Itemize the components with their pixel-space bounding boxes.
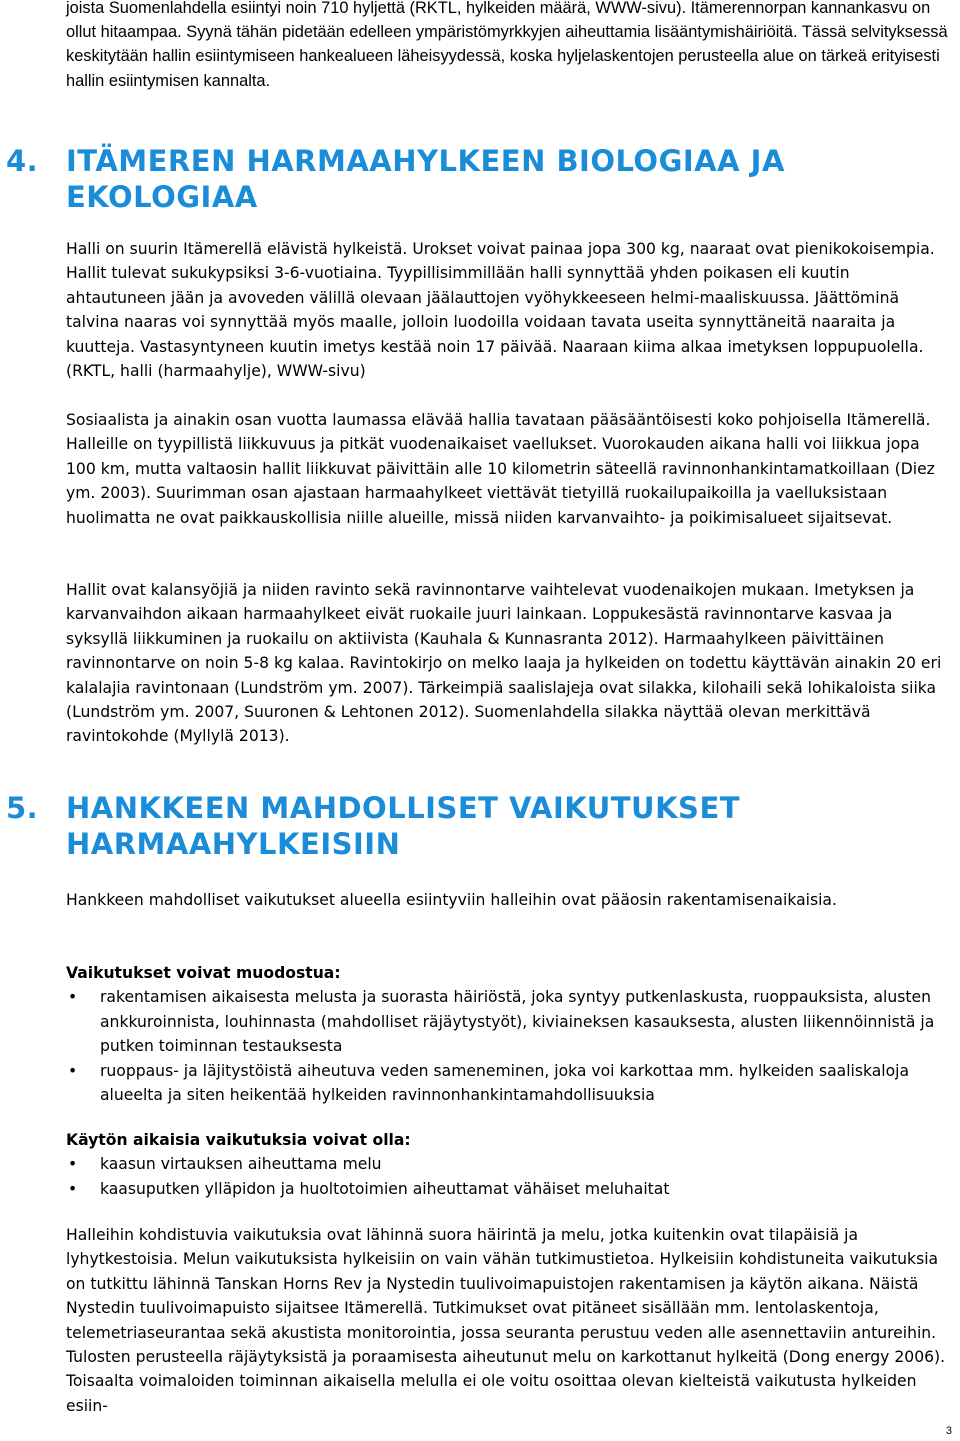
construction-impacts-heading: Vaikutukset voivat muodostua: [66, 964, 341, 982]
bullet-icon: • [68, 1155, 78, 1174]
operation-impacts-heading: Käytön aikaisia vaikutuksia voivat olla: [66, 1131, 411, 1149]
list-item: • kaasuputken ylläpidon ja huoltotoimien aiheuttamat vähäiset meluhaitat [66, 1177, 952, 1201]
section-5-number: 5. [6, 791, 39, 825]
bullet-icon: • [68, 988, 78, 1007]
bullet-icon: • [68, 1179, 78, 1198]
section-5-paragraph-2: Halleihin kohdistuvia vaikutuksia ovat lähinnä suora häirintä ja melu, jotka kuitenkin ovat tilapäisiä ja lyhytkestoisia. Melun vaikutuksista hylkeisiin on vain vähän tutkimustietoa. Hylkeisiin kohdistuneita vaikutuksia on tutkittu lähinnä Tanskan Horns Rev ja Nystedin tuulivoimapuistojen rakentamisen ja käytön aikana. Näistä Nystedin tuulivoimapuisto sijaitsee Itämerellä. Tutkimukset ovat pitäneet sisällään mm. lentolaskentoja, telemetriaseurantaa sekä akustista monitorointia, jossa seuranta perustuu veden alle asennettaviin antureihin. Tulosten perusteella räjäytyksistä ja poraamisesta aiheutunut melu on karkottanut hylkeitä (Dong energy 2006). Toisaalta voimaloiden toiminnan aikaisella melulla ei ole voitu osoittaa olevan kielteistä vaikutusta hylkeiden esiin- [66, 1226, 946, 1415]
section-4-paragraph-2: Sosiaalista ja ainakin osan vuotta laumassa elävää hallia tavataan pääsääntöisesti koko pohjoisella Itämerellä. Halleille on tyypillistä liikkuvuus ja pitkät vuodenaikaiset vaellukset. Vuorokauden aikana halli voi liikkua jopa 100 km, mutta valtaosin hallit liikkuvat päivittäin alle 10 kilometrin säteellä ravinnonhankintamatkoillaan (Diez ym. 2003). Suurimman osan ajastaan harmaahylkeet viettävät tietyillä ruokailupaikoilla ja vaelluksistaan huolimatta ne ovat paikkauskollisia niille alueille, missä niiden karvanvaihto- ja poikimisalueet sijaitsevat. [66, 411, 935, 527]
section-4-title: ITÄMEREN HARMAAHYLKEEN BIOLOGIAA JA EKOLOGIAA [66, 144, 785, 214]
section-4-number: 4. [6, 144, 39, 178]
section-4-paragraph-1: Halli on suurin Itämerellä elävistä hylkeistä. Urokset voivat painaa jopa 300 kg, naaraat ovat pienikokoisempia. Hallit tulevat sukukypsiksi 3-6-vuotiaina. Tyypillisimmillään halli synnyttää yhden poikasen eli kuutin ahtautuneen jään ja avoveden välillä olevaan jäälauttojen vyöhykkeeseen helmi-maaliskuussa. Jäättöminä talvina naaras voi synnyttää myös maalle, jolloin luodoilla voidaan tavata useita synnyttäneitä naaraita ja kuutteja. Vastasyntyneen kuutin imetys kestää noin 17 päivää. Naaraan kiima alkaa imetyksen loppupuolella. (RKTL, halli (harmaahylje), WWW-sivu) [66, 240, 935, 381]
list-item: • kaasun virtauksen aiheuttama melu [66, 1152, 952, 1176]
section-5-heading [6, 790, 906, 862]
operation-impacts [66, 1128, 952, 1201]
bullet-icon: • [68, 1061, 78, 1080]
page-number: 3 [945, 1425, 952, 1437]
list-item: • rakentamisen aikaisesta melusta ja suorasta häiriöstä, joka syntyy putkenlaskusta, ruoppauksista, alusten ankkuroinnista, louhinnasta (mahdolliset räjäytystyöt), kiviaineksen kasauksesta, alusten liikennöinnistä ja putken toiminnan testauksesta [66, 985, 952, 1058]
intro-paragraph: joista Suomenlahdella esiintyi noin 710 hyljettä (RKTL, hylkeiden määrä, WWW-sivu). Itämerennorpan kannankasvu on ollut hitaampaa. Syynä tähän pidetään edelleen ympäristömyrkkyjen aiheuttamia lisääntymishäiriöitä. Tässä selvityksessä keskitytään hallin esiintymiseen hankealueen läheisyydessä, koska hyljelaskentojen perusteella alue on tärkeä erityisesti hallin esiintymisen kannalta. [66, 0, 948, 90]
operation-impacts-list [66, 1152, 952, 1201]
list-item: • ruoppaus- ja läjitystöistä aiheutuva veden sameneminen, joka voi karkottaa mm. hylkeiden saaliskaloja alueelta ja siten heikentää hylkeiden ravinnonhankintamahdollisuuksia [66, 1059, 952, 1108]
construction-impacts [66, 961, 952, 1107]
section-5-title: HANKKEEN MAHDOLLISET VAIKUTUKSET HARMAAHYLKEISIIN [66, 791, 741, 861]
section-5-paragraph-1: Hankkeen mahdolliset vaikutukset alueella esiintyviin halleihin ovat pääosin rakentamisenaikaisia. [66, 891, 837, 909]
construction-impacts-list [66, 985, 952, 1107]
section-4-paragraph-3: Hallit ovat kalansyöjiä ja niiden ravinto sekä ravinnontarve vaihtelevat vuodenaikojen mukaan. Imetyksen ja karvanvaihdon aikaan harmaahylkeet eivät ruokaile juuri lainkaan. Loppukesästä ravinnontarve kasvaa ja syksyllä liikkuminen ja ruokailu on aktiivista (Kauhala & Kunnasranta 2012). Harmaahylkeen päivittäinen ravinnontarve on noin 5-8 kg kalaa. Ravintokirjo on melko laaja ja hylkeiden on todettu käyttävän ainakin 20 eri kalalajia ravintonaan (Lundström ym. 2007). Tärkeimpiä saalislajeja ovat silakka, kilohaili sekä lohikaloista siika (Lundström ym. 2007, Suuronen & Lehtonen 2012). Suomenlahdella silakka näyttää olevan merkittävä ravintokohde (Myllylä 2013). [66, 581, 942, 746]
section-4-heading [6, 143, 906, 215]
